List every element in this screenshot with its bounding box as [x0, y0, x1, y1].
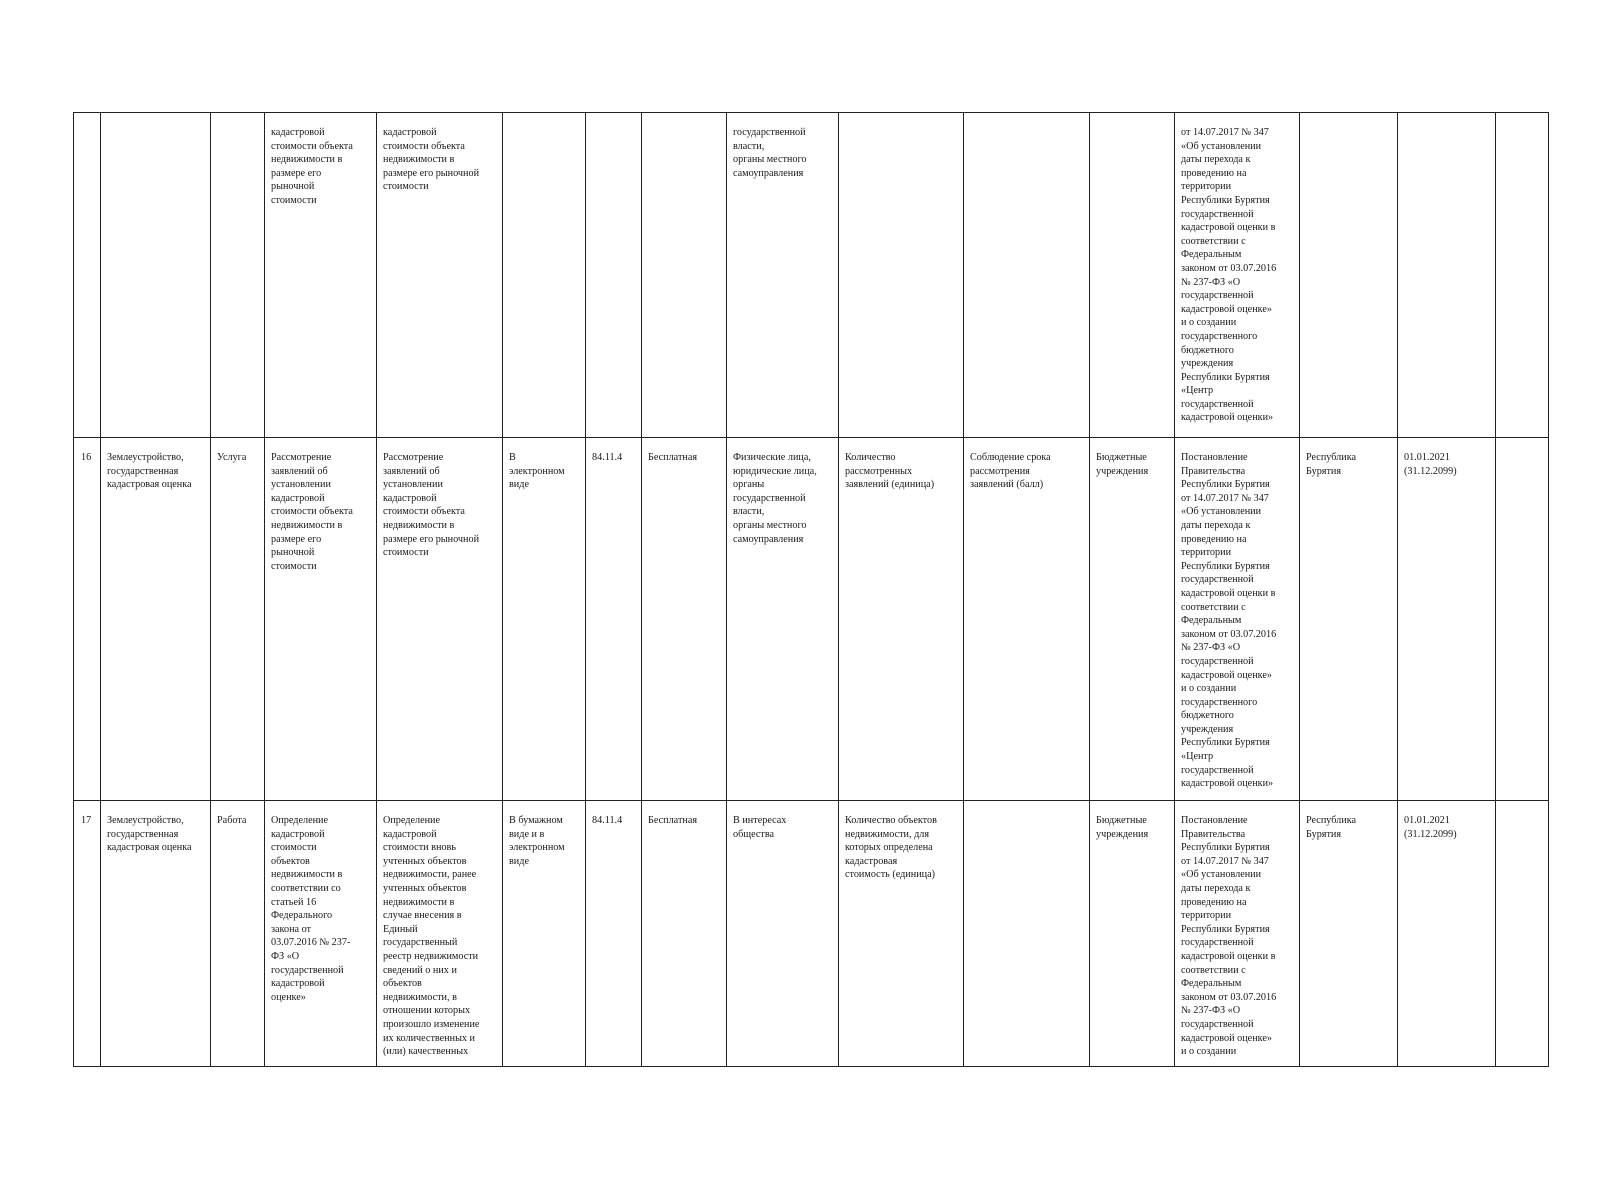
cell-quality-indicator [964, 801, 1090, 1067]
cell-service-content: Рассмотрение заявлений об установлении кадастровой стоимости объекта недвижимости в размере его рыночной стоимости [377, 438, 503, 801]
registry-table [73, 112, 1549, 1067]
cell-institution-type: Бюджетные учреждения [1090, 438, 1175, 801]
cell-level: Республика Бурятия [1300, 801, 1398, 1067]
cell-quality-indicator: Соблюдение срока рассмотрения заявлений (балл) [964, 438, 1090, 801]
cell-activity: Землеустройство, государственная кадастровая оценка [101, 438, 211, 801]
cell-institution-type: Бюджетные учреждения [1090, 801, 1175, 1067]
cell-extra [1496, 801, 1549, 1067]
cell-payment: Бесплатная [642, 438, 727, 801]
cell-form: В бумажном виде и в электронном виде [503, 801, 586, 1067]
table-row [74, 438, 1549, 801]
cell-quality-indicator [964, 113, 1090, 438]
cell-legal-basis: от 14.07.2017 № 347 «Об установлении даты перехода к проведению на территории Республики Бурятия государственной кадастровой оценки в соответствии с Федеральным законом от 03.07.2016 № 237-ФЗ «О государственной кадастровой оценке» и о создании государственного бюджетного учреждения Республики Бурятия «Центр государственной кадастровой оценки» [1175, 113, 1300, 438]
table-row [74, 801, 1549, 1067]
cell-extra [1496, 438, 1549, 801]
cell-service-name: Определение кадастровой стоимости объектов недвижимости в соответствии со статьей 16 Федерального закона от 03.07.2016 № 237- ФЗ «О государственной кадастровой оценке» [265, 801, 377, 1067]
cell-dates: 01.01.2021 (31.12.2099) [1398, 438, 1496, 801]
cell-service-content: Определение кадастровой стоимости вновь учтенных объектов недвижимости, ранее учтенных объектов недвижимости в случае внесения в Единый государственный реестр недвижимости сведений о них и объектов недвижимости, в отношении которых произошло изменение их количественных и (или) качественных [377, 801, 503, 1067]
cell-volume-indicator: Количество объектов недвижимости, для которых определена кадастровая стоимость (единица) [839, 801, 964, 1067]
cell-level: Республика Бурятия [1300, 438, 1398, 801]
cell-number: 16 [74, 438, 101, 801]
registry-page [73, 112, 1548, 1066]
cell-legal-basis: Постановление Правительства Республики Бурятия от 14.07.2017 № 347 «Об установлении даты перехода к проведению на территории Республики Бурятия государственной кадастровой оценки в соответствии с Федеральным законом от 03.07.2016 № 237-ФЗ «О государственной кадастровой оценке» и о создании государственного бюджетного учреждения Республики Бурятия «Центр государственной кадастровой оценки» [1175, 438, 1300, 801]
cell-service-name: Рассмотрение заявлений об установлении кадастровой стоимости объекта недвижимости в размере его рыночной стоимости [265, 438, 377, 801]
cell-number [74, 113, 101, 438]
cell-activity: Землеустройство, государственная кадастровая оценка [101, 801, 211, 1067]
cell-legal-basis: Постановление Правительства Республики Бурятия от 14.07.2017 № 347 «Об установлении даты перехода к проведению на территории Республики Бурятия государственной кадастровой оценки в соответствии с Федеральным законом от 03.07.2016 № 237-ФЗ «О государственной кадастровой оценке» и о создании [1175, 801, 1300, 1067]
cell-service-content: кадастровой стоимости объекта недвижимости в размере его рыночной стоимости [377, 113, 503, 438]
cell-dates [1398, 113, 1496, 438]
cell-type [211, 113, 265, 438]
cell-form: В электронном виде [503, 438, 586, 801]
cell-activity [101, 113, 211, 438]
cell-okved [586, 113, 642, 438]
table-row [74, 113, 1549, 438]
cell-dates: 01.01.2021 (31.12.2099) [1398, 801, 1496, 1067]
cell-level [1300, 113, 1398, 438]
cell-type: Услуга [211, 438, 265, 801]
cell-volume-indicator: Количество рассмотренных заявлений (единица) [839, 438, 964, 801]
cell-okved: 84.11.4 [586, 801, 642, 1067]
cell-type: Работа [211, 801, 265, 1067]
cell-form [503, 113, 586, 438]
cell-consumers: государственной власти, органы местного самоуправления [727, 113, 839, 438]
cell-okved: 84.11.4 [586, 438, 642, 801]
cell-payment [642, 113, 727, 438]
cell-number: 17 [74, 801, 101, 1067]
cell-institution-type [1090, 113, 1175, 438]
cell-volume-indicator [839, 113, 964, 438]
cell-service-name: кадастровой стоимости объекта недвижимости в размере его рыночной стоимости [265, 113, 377, 438]
cell-extra [1496, 113, 1549, 438]
cell-consumers: Физические лица, юридические лица, органы государственной власти, органы местного самоуправления [727, 438, 839, 801]
cell-payment: Бесплатная [642, 801, 727, 1067]
cell-consumers: В интересах общества [727, 801, 839, 1067]
